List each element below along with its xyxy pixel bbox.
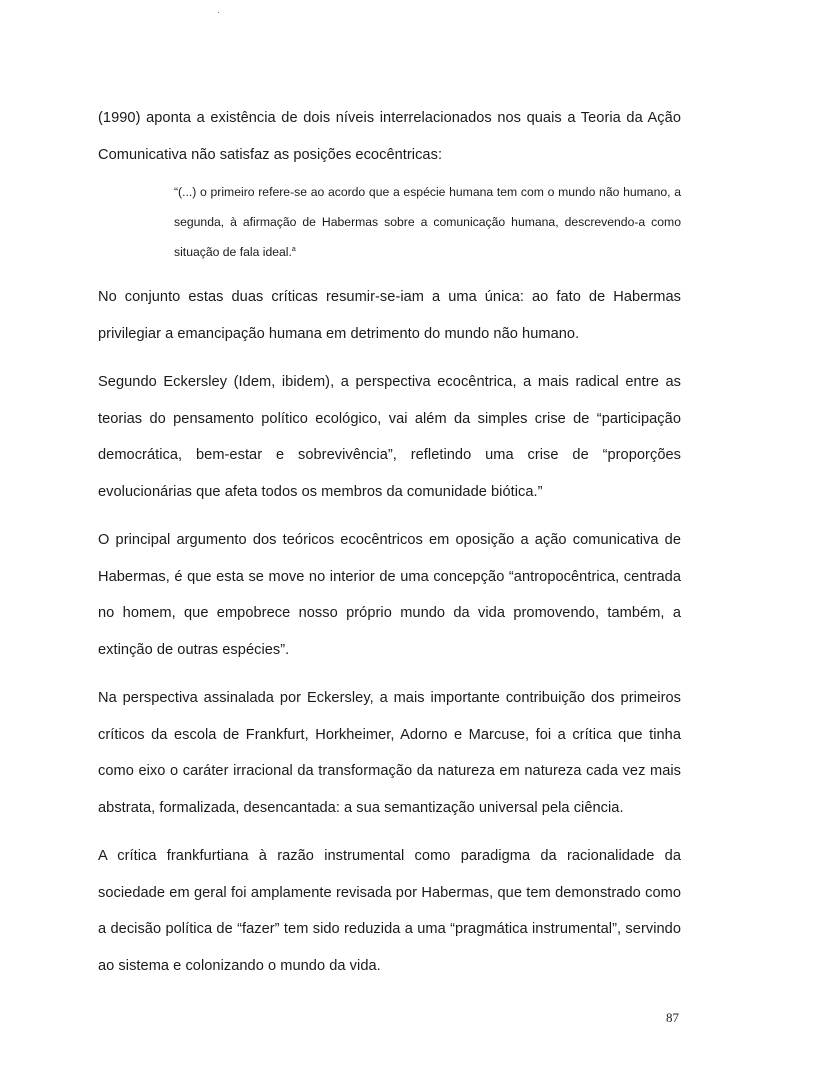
footnote-marker: a <box>291 245 296 253</box>
block-quote-text: “(...) o primeiro refere-se ao acordo que a espécie humana tem com o mundo não humano, a segunda, à afirmação de Habermas sobre a comunicação humana, descrevendo-a como situação de fala ideal. <box>174 185 681 259</box>
paragraph-main-argument: O principal argumento dos teóricos ecocêntricos em oposição a ação comunicativa de Habermas, é que esta se move no interior de uma concepção “antropocêntrica, centrada no homem, que empobrece nosso próprio mundo da vida promovendo, também, a extinção de outras espécies”. <box>98 532 681 658</box>
paragraph-frankfurt-school: Na perspectiva assinalada por Eckersley, a mais importante contribuição dos primeiros críticos da escola de Frankfurt, Horkheimer, Adorno e Marcuse, foi a crítica que tinha como eixo o caráter irracional da transformação da natureza em natureza cada vez mais abstrata, formalizada, desencantada: a sua semantização universal pela ciência. <box>98 690 681 816</box>
block-quote <box>174 177 681 267</box>
paragraph-intro: (1990) aponta a existência de dois níveis interrelacionados nos quais a Teoria da Ação Comunicativa não satisfaz as posições ecocêntricas: <box>98 110 681 163</box>
document-body <box>98 100 681 984</box>
paragraph-instrumental-reason: A crítica frankfurtiana à razão instrumental como paradigma da racionalidade da sociedade em geral foi amplamente revisada por Habermas, que tem demonstrado como a decisão política de “fazer” tem sido reduzida a uma “pragmática instrumental”, servindo ao sistema e colonizando o mundo da vida. <box>98 848 681 974</box>
paragraph-eckersley: Segundo Eckersley (Idem, ibidem), a perspectiva ecocêntrica, a mais radical entre as teorias do pensamento político ecológico, vai além da simples crise de “participação democrática, bem-estar e sobrevivência”, refletindo uma crise de “proporções evolucionárias que afeta todos os membros da comunidade biótica.” <box>98 374 681 500</box>
paragraph-summary: No conjunto estas duas críticas resumir-se-iam a uma única: ao fato de Habermas privilegiar a emancipação humana em detrimento do mundo não humano. <box>98 289 681 342</box>
scan-speck <box>218 12 219 13</box>
page-number: 87 <box>666 1010 679 1025</box>
